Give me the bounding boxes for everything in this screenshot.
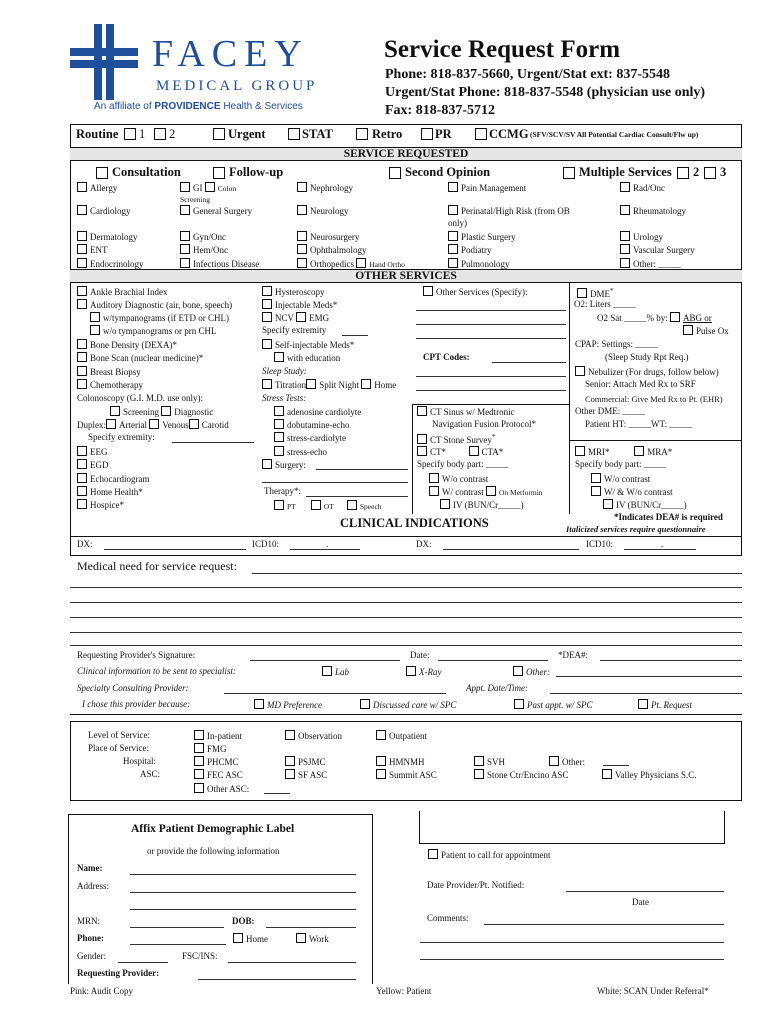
fec-asc-checkbox[interactable]: FEC ASC — [194, 769, 243, 780]
hospital-label: Hospital: — [123, 756, 156, 766]
appt-date-label: Appt. Date/Time: — [466, 683, 528, 693]
fsc-label: FSC/INS: — [182, 951, 218, 961]
os-ct-body-part: Specify body part: _____ — [417, 459, 509, 469]
fmg-checkbox[interactable]: FMG — [194, 743, 227, 754]
affix-label: Affix Patient Demographic Label — [131, 823, 295, 835]
service-allergy[interactable]: Allergy — [77, 182, 117, 193]
service-gyn-onc[interactable]: Gyn/Onc — [180, 231, 226, 242]
os-ct-w-contrast[interactable]: W/ contrast On Metformin — [429, 486, 543, 497]
dea-field[interactable] — [600, 660, 742, 661]
stat-checkbox[interactable] — [288, 128, 300, 140]
footer-yellow: Yellow: Patient — [376, 986, 432, 996]
os-sleep-options[interactable]: Titration Split Night Home — [262, 379, 396, 390]
follow-up-checkbox[interactable] — [213, 167, 225, 179]
medical-need-field[interactable] — [252, 573, 742, 574]
service-pain-management[interactable]: Pain Management — [448, 182, 526, 193]
os-colonoscopy-label: Colonoscopy (G.I. M.D. use only): — [77, 393, 203, 403]
specialty-field[interactable] — [224, 693, 446, 694]
medical-need-line-4[interactable] — [70, 617, 742, 618]
service-cardiology[interactable]: Cardiology — [77, 205, 131, 216]
dob-label: DOB: — [232, 916, 255, 926]
medical-need-line-5[interactable] — [70, 632, 742, 633]
urgent-label: Urgent — [228, 127, 266, 141]
os-bone-scan[interactable]: Bone Scan (nuclear medicine)* — [77, 352, 203, 363]
clinical-other-field[interactable] — [556, 676, 742, 677]
form-title: Service Request Form — [384, 36, 621, 63]
mrn-label: MRN: — [77, 916, 101, 926]
medical-need-line-3[interactable] — [70, 602, 742, 603]
medical-need-line-6[interactable] — [70, 645, 742, 646]
os-with-education[interactable]: with education — [274, 352, 340, 363]
urgent-checkbox[interactable] — [213, 128, 225, 140]
multiple-services-checkbox[interactable] — [563, 167, 575, 179]
service-orthopedics[interactable]: Orthopedics Hand Ortho — [297, 258, 405, 269]
service-vascular-surgery[interactable]: Vascular Surgery — [620, 244, 695, 255]
asc-label: ASC: — [140, 769, 161, 779]
home-checkbox[interactable]: Home — [233, 933, 268, 944]
os-adenosine[interactable]: adenosine cardiolyte — [274, 406, 361, 417]
comments-line-3[interactable] — [420, 959, 724, 960]
os-stress-cardiolyte[interactable]: stress-cardiolyte — [274, 432, 346, 443]
date-field[interactable] — [438, 660, 548, 661]
other-services-header: OTHER SERVICES — [70, 269, 742, 283]
phcmc-checkbox[interactable]: PHCMC — [194, 756, 239, 767]
summit-asc-checkbox[interactable]: Summit ASC — [376, 769, 437, 780]
icd10-field-2[interactable] — [624, 549, 696, 550]
os-stress-echo[interactable]: stress-echo — [274, 446, 327, 457]
italic-note: Italicized services require questionnaire — [566, 524, 706, 534]
os-home-health[interactable]: Home Health* — [77, 486, 143, 497]
appt-date-field[interactable] — [550, 693, 742, 694]
hmnmh-checkbox[interactable]: HMNMH — [376, 756, 425, 767]
phone-label: Phone: — [77, 933, 104, 943]
inpatient-checkbox[interactable]: In-patient — [194, 730, 242, 741]
os-nav-fusion: Navigation Fusion Protocol* — [432, 419, 536, 429]
retro-checkbox[interactable] — [356, 128, 368, 140]
os-sleep-rpt: (Sleep Study Rpt Req.) — [605, 352, 689, 362]
dea-label: *DEA#: — [558, 650, 588, 660]
multiple-2-label: 2 — [693, 165, 700, 179]
os-o2-sat[interactable]: O2 Sat _____% by: ABG or — [597, 313, 712, 323]
fsc-field[interactable] — [228, 962, 356, 963]
icd10-label-1: ICD10: — [252, 539, 279, 549]
consultation-label: Consultation — [112, 165, 181, 179]
os-duplex[interactable]: Duplex: Arterial Venous Carotid — [77, 420, 229, 430]
os-ct-sinus[interactable]: CT Sinus w/ Medtronic — [417, 406, 515, 417]
os-mri-wo-contrast[interactable]: W/o contrast — [591, 473, 650, 484]
consultation-checkbox[interactable] — [96, 167, 108, 179]
second-opinion-label: Second Opinion — [405, 165, 491, 179]
medical-need-label: Medical need for service request: — [77, 559, 237, 573]
dob-field[interactable] — [266, 927, 356, 928]
service-requested-header: SERVICE REQUESTED — [70, 147, 742, 161]
discussed-checkbox[interactable]: Discussed care w/ SPC — [360, 699, 456, 710]
os-wo-tymp[interactable]: w/o tympanograms or prn CHL — [90, 325, 216, 336]
ccmg-note: (SFV/SCV/SV All Potential Cardiac Consult/Flw up) — [530, 130, 699, 139]
multiple-3-checkbox[interactable] — [704, 167, 716, 179]
dx-field-2[interactable] — [443, 549, 579, 550]
os-duplex-extremity: Specify extremity: — [88, 432, 155, 442]
past-appt-checkbox[interactable]: Past appt. w/ SPC — [514, 699, 593, 710]
medical-need-line-2[interactable] — [70, 587, 742, 588]
service-plastic-surgery[interactable]: Plastic Surgery — [448, 231, 516, 242]
os-ncv-extremity: Specify extremity — [262, 325, 327, 335]
name-label: Name: — [77, 863, 103, 873]
perinatal-only-label: only) — [448, 218, 467, 228]
ccmg-label: CCMG — [489, 127, 529, 141]
service-other[interactable]: Other: _____ — [620, 258, 681, 269]
routine-1-checkbox[interactable] — [124, 128, 136, 140]
valley-checkbox[interactable]: Valley Physicians S.C. — [602, 769, 697, 780]
place-of-service-label: Place of Service: — [88, 743, 149, 753]
footer-white: White: SCAN Under Referral* — [597, 986, 709, 996]
os-commercial: Commercial: Give Med Rx to Pt. (EHR) — [585, 394, 723, 404]
stat-label: STAT — [302, 127, 333, 141]
psjmc-checkbox[interactable]: PSJMC — [285, 756, 326, 767]
routine-2-label: 2 — [169, 127, 176, 141]
service-dermatology[interactable]: Dermatology — [77, 231, 138, 242]
os-therapy-options[interactable]: PT OT Speech — [274, 500, 382, 511]
phone-line: Phone: 818-837-5660, Urgent/Stat ext: 837-5548 — [385, 67, 671, 82]
md-preference-checkbox[interactable]: MD Preference — [254, 699, 322, 710]
urgent-phone-line: Urgent/Stat Phone: 818-837-5548 (physician use only) — [385, 85, 706, 100]
service-urology[interactable]: Urology — [620, 231, 663, 242]
service-infectious-disease[interactable]: Infectious Disease — [180, 258, 259, 269]
os-w-tymp[interactable]: w/tympanograms (if ETD or CHL) — [90, 312, 229, 323]
multiple-2-checkbox[interactable] — [677, 167, 689, 179]
ccmg-checkbox[interactable] — [475, 128, 487, 140]
dx-label-2: DX: — [416, 539, 432, 549]
os-stress-label: Stress Tests: — [262, 393, 307, 403]
os-mri-body-part: Specify body part: _____ — [575, 459, 667, 469]
os-patient-ht: Patient HT: _____WT: _____ — [585, 419, 692, 429]
sf-asc-checkbox[interactable]: SF ASC — [285, 769, 327, 780]
os-ct-cta[interactable]: CT* CTA* — [417, 446, 503, 457]
signature-label: Requesting Provider's Signature: — [77, 650, 196, 660]
address-field[interactable] — [130, 892, 356, 893]
gi-screening-label: Screening — [180, 195, 210, 204]
clinical-info-label: Clinical information to be sent to specialist: — [77, 666, 236, 676]
os-cpt-label: CPT Codes: — [423, 352, 470, 362]
stone-ctr-checkbox[interactable]: Stone Ctr/Encino ASC — [474, 769, 569, 780]
location-other-checkbox[interactable]: Other: — [549, 756, 585, 767]
date-label: Date: — [410, 650, 430, 660]
clinical-header: CLINICAL INDICATIONS — [340, 516, 489, 530]
icd10-field-1[interactable] — [290, 549, 360, 550]
service-nephrology[interactable]: Nephrology — [297, 182, 353, 193]
signature-field[interactable] — [250, 660, 400, 661]
os-nebulizer[interactable]: Nebulizer (For drugs, follow below) — [575, 366, 719, 377]
level-of-service-label: Level of Service: — [88, 730, 150, 740]
service-ent[interactable]: ENT — [77, 244, 108, 255]
os-dme[interactable]: DME* — [577, 286, 614, 299]
os-o2-liters: O2: Liters _____ — [574, 299, 636, 309]
chose-provider-label: I chose this provider because: — [82, 699, 191, 709]
date-notified-caption: Date — [632, 897, 649, 907]
os-egd[interactable]: EGD — [77, 459, 109, 470]
os-auditory[interactable]: Auditory Diagnostic (air, bone, speech) — [77, 299, 232, 310]
os-mri-w-wo-contrast[interactable]: W/ & W/o contrast — [591, 486, 673, 497]
icd10-dot-1: . — [326, 539, 329, 549]
routine-2-checkbox[interactable] — [154, 128, 166, 140]
comments-line-2[interactable] — [420, 942, 724, 943]
os-surgery[interactable]: Surgery: — [262, 459, 306, 470]
outpatient-checkbox[interactable]: Outpatient — [376, 730, 427, 741]
second-opinion-checkbox[interactable] — [389, 167, 401, 179]
lab-checkbox[interactable]: Lab — [322, 666, 349, 677]
provide-info-label: or provide the following information — [147, 846, 280, 856]
svh-checkbox[interactable]: SVH — [474, 756, 505, 767]
os-colonoscopy-options[interactable]: Screening Diagnostic — [110, 406, 213, 417]
icd10-label-2: ICD10: — [586, 539, 613, 549]
service-ophthalmology[interactable]: Ophthalmology — [297, 244, 367, 255]
service-endocrinology[interactable]: Endocrinology — [77, 258, 144, 269]
cross-logo-icon — [70, 24, 138, 100]
comments-field[interactable] — [484, 924, 724, 925]
os-hospice[interactable]: Hospice* — [77, 499, 124, 510]
service-podiatry[interactable]: Podiatry — [448, 244, 492, 255]
service-hem-onc[interactable]: Hem/Onc — [180, 244, 228, 255]
date-notified-label: Date Provider/Pt. Notified: — [427, 880, 525, 890]
dx-field-1[interactable] — [104, 549, 246, 550]
os-mri-iv[interactable]: IV (BUN/Cr_____) — [603, 499, 687, 510]
gender-label: Gender: — [77, 951, 106, 961]
requesting-provider-field[interactable] — [198, 979, 356, 980]
icd10-dot-2: . — [661, 539, 664, 549]
xray-checkbox[interactable]: X-Ray — [406, 666, 442, 677]
work-checkbox[interactable]: Work — [296, 933, 329, 944]
other-asc-checkbox[interactable]: Other ASC: — [194, 783, 249, 794]
os-breast-biopsy[interactable]: Breast Biopsy — [77, 366, 141, 377]
service-neurology[interactable]: Neurology — [297, 205, 349, 216]
pr-checkbox[interactable] — [421, 128, 433, 140]
service-pulmonology[interactable]: Pulmonology — [448, 258, 510, 269]
service-rad-onc[interactable]: Rad/Onc — [620, 182, 665, 193]
comments-label: Comments: — [427, 913, 469, 923]
address-field-2[interactable] — [130, 909, 356, 910]
os-echo[interactable]: Echocardiogram — [77, 473, 149, 484]
service-rheumatology[interactable]: Rheumatology — [620, 205, 686, 216]
os-other-specify[interactable]: Other Services (Specify): — [423, 286, 527, 297]
os-hysteroscopy[interactable]: Hysteroscopy — [262, 286, 325, 297]
dx-label-1: DX: — [77, 539, 93, 549]
multiple-services-label: Multiple Services — [579, 165, 672, 179]
os-cpap: CPAP: Settings: _____ — [575, 339, 658, 349]
service-perinatal[interactable]: Perinatal/High Risk (from OB — [448, 205, 570, 216]
os-pulse-ox[interactable]: Pulse Ox — [683, 325, 729, 336]
mrn-field[interactable] — [130, 927, 224, 928]
service-neurosurgery[interactable]: Neurosurgery — [297, 231, 359, 242]
os-ncv-emg[interactable]: NCV EMG — [262, 312, 329, 323]
priority-row: Routine — [76, 127, 119, 141]
logo-affiliate: An affiliate of PROVIDENCE Health & Services — [94, 101, 303, 112]
fax-line: Fax: 818-837-5712 — [385, 103, 496, 118]
os-ct-wo-contrast[interactable]: W/o contrast — [429, 473, 488, 484]
os-sleep-study-label: Sleep Study: — [262, 366, 307, 376]
retro-label: Retro — [372, 127, 403, 141]
os-chemo[interactable]: Chemotherapy — [77, 379, 143, 390]
date-notified-field[interactable] — [566, 891, 724, 892]
pt-request-checkbox[interactable]: Pt. Request — [638, 699, 692, 710]
logo-brand: FACEY — [152, 33, 309, 75]
service-gi[interactable]: GI Colon — [180, 182, 236, 193]
logo-group: MEDICAL GROUP — [156, 78, 318, 94]
footer-pink: Pink: Audit Copy — [70, 986, 134, 996]
follow-up-label: Follow-up — [229, 165, 284, 179]
os-injectable[interactable]: Injectable Meds* — [262, 299, 337, 310]
os-bone-density[interactable]: Bone Density (DEXA)* — [77, 339, 177, 350]
dea-note: *Indicates DEA# is required — [614, 512, 723, 522]
os-ankle[interactable]: Ankle Brachial Index — [77, 286, 167, 297]
name-field[interactable] — [130, 874, 356, 875]
observation-checkbox[interactable]: Observation — [285, 730, 342, 741]
os-ct-stone[interactable]: CT Stone Survey* — [417, 432, 496, 445]
os-dobutamine[interactable]: dobutamine-echo — [274, 419, 349, 430]
address-label: Address: — [77, 881, 109, 891]
specialty-label: Specialty Consulting Provider: — [77, 683, 189, 693]
os-senior: Senior: Attach Med Rx to SRF — [585, 379, 696, 389]
os-self-injectable[interactable]: Self-injectable Meds* — [262, 339, 354, 350]
call-appointment-checkbox[interactable]: Patient to call for appointment — [428, 849, 550, 860]
os-mri-mra[interactable]: MRI* MRA* — [575, 446, 672, 457]
requesting-provider-label: Requesting Provider: — [77, 968, 160, 978]
clinical-other-checkbox[interactable]: Other: — [513, 666, 550, 677]
phone-field[interactable] — [130, 944, 226, 945]
os-other-dme: Other DME: _____ — [575, 406, 645, 416]
multiple-3-label: 3 — [720, 165, 727, 179]
os-therapy-label: Therapy*: — [264, 486, 301, 496]
os-ct-iv[interactable]: IV (BUN/Cr_____) — [440, 499, 524, 510]
service-general-surgery[interactable]: General Surgery — [180, 205, 252, 216]
gender-field[interactable] — [118, 962, 168, 963]
pr-label: PR — [435, 127, 452, 141]
routine-1-label: 1 — [139, 127, 146, 141]
os-eeg[interactable]: EEG — [77, 446, 108, 457]
